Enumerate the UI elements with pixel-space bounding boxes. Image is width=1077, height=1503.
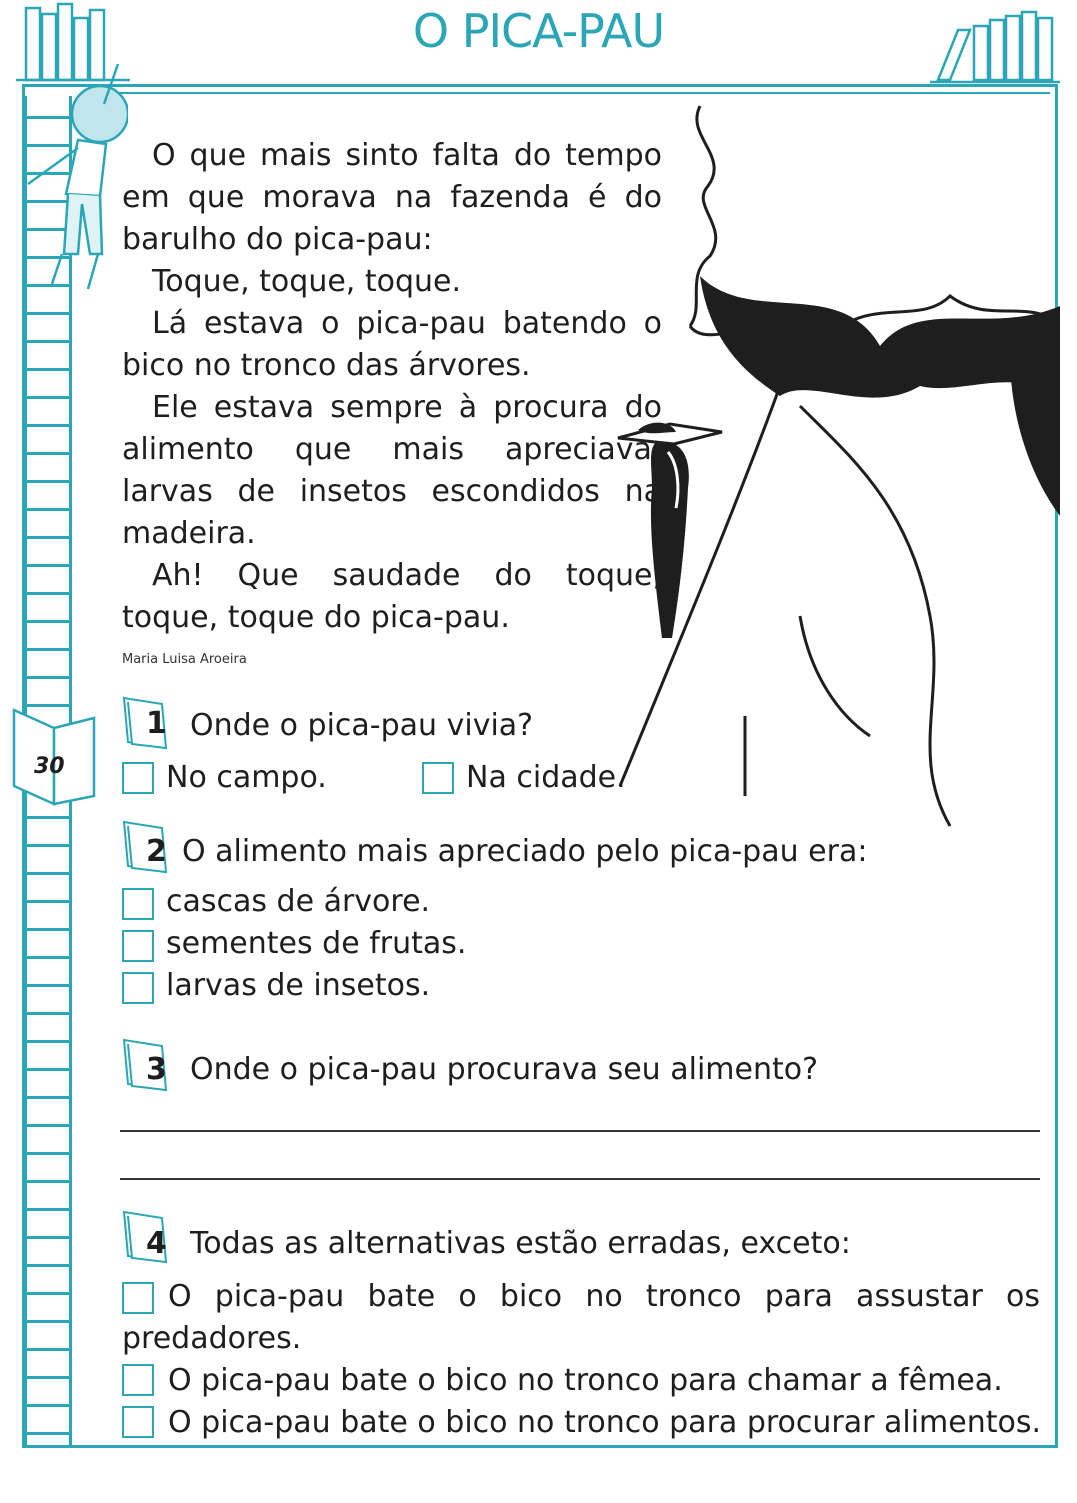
ladder-rung xyxy=(24,508,72,511)
answer-option: No campo. xyxy=(166,760,327,795)
ladder-rung xyxy=(24,676,72,679)
ladder-rung xyxy=(24,1096,72,1099)
ladder-rung xyxy=(24,592,72,595)
ladder-rung xyxy=(24,424,72,427)
story-paragraph: Lá estava o pica-pau batendo o bico no tronco das árvores. xyxy=(122,306,662,383)
answer-line[interactable] xyxy=(120,1178,1040,1180)
ladder-rung xyxy=(24,368,72,371)
ladder-rung xyxy=(24,1320,72,1323)
bookshelf-icon-right xyxy=(928,8,1064,88)
answer-option: sementes de frutas. xyxy=(166,926,467,961)
ladder-rung xyxy=(24,620,72,623)
answer-checkbox[interactable] xyxy=(122,930,154,962)
ladder-rung xyxy=(24,1040,72,1043)
ladder-rung xyxy=(24,900,72,903)
ladder-rung xyxy=(24,1376,72,1379)
question-number: 1 xyxy=(146,706,167,741)
ladder-rung xyxy=(24,1180,72,1183)
ladder-rung xyxy=(24,536,72,539)
answer-checkbox[interactable] xyxy=(422,762,454,794)
answer-checkbox[interactable] xyxy=(122,762,154,794)
ladder-rung xyxy=(24,1068,72,1071)
story-text xyxy=(122,135,662,639)
ladder-rung xyxy=(24,1236,72,1239)
question-text: O alimento mais apreciado pelo pica-pau era: xyxy=(182,834,868,869)
ladder-rung xyxy=(24,984,72,987)
answer-option: O pica-pau bate o bico no tronco para chamar a fêmea. xyxy=(168,1363,1003,1398)
question-text: Onde o pica-pau vivia? xyxy=(190,708,534,743)
answer-checkbox[interactable] xyxy=(122,1364,154,1396)
ladder-rung xyxy=(24,480,72,483)
story-paragraph: O que mais sinto falta do tempo em que morava na fazenda é do barulho do pica-pau: xyxy=(122,138,662,257)
answer-checkbox[interactable] xyxy=(122,1406,154,1438)
answer-option: cascas de árvore. xyxy=(166,884,431,919)
story-author: Maria Luisa Aroeira xyxy=(122,652,247,667)
story-paragraph: Ele estava sempre à procura do alimento que mais apreciava: larvas de insetos escondidos na madeira. xyxy=(122,390,662,551)
page-number: 30 xyxy=(34,754,65,779)
answer-option: O pica-pau bate o bico no tronco para procurar alimentos. xyxy=(168,1405,1042,1440)
ladder-rung xyxy=(24,844,72,847)
ladder-rung xyxy=(24,340,72,343)
ladder-rung xyxy=(24,816,72,819)
ladder-rung xyxy=(24,396,72,399)
ladder-rung xyxy=(24,1404,72,1407)
ladder-rung xyxy=(24,1432,72,1435)
answer-option: O pica-pau bate o bico no tronco para assustar os predadores. xyxy=(122,1279,1040,1356)
ladder-rung xyxy=(24,1292,72,1295)
answer-checkbox[interactable] xyxy=(122,972,154,1004)
question-number: 4 xyxy=(146,1226,167,1261)
ladder-rung xyxy=(24,1124,72,1127)
story-paragraph: Toque, toque, toque. xyxy=(152,264,462,299)
question-number: 3 xyxy=(146,1052,167,1087)
ladder-rung xyxy=(24,1152,72,1155)
ladder-rung xyxy=(24,564,72,567)
question-number: 2 xyxy=(146,834,167,869)
ladder-rung xyxy=(24,928,72,931)
story-paragraph: Ah! Que saudade do toque, toque, toque do pica-pau. xyxy=(122,558,662,635)
answer-checkbox[interactable] xyxy=(122,888,154,920)
ladder-rung xyxy=(24,1264,72,1267)
ladder-rung xyxy=(24,872,72,875)
page-title: O PICA-PAU xyxy=(412,4,665,58)
question-text: Onde o pica-pau procurava seu alimento? xyxy=(190,1052,819,1087)
boy-illustration xyxy=(8,44,128,294)
ladder-rung xyxy=(24,452,72,455)
ladder-rung xyxy=(24,648,72,651)
answer-option: larvas de insetos. xyxy=(166,968,431,1003)
answer-option: Na cidade. xyxy=(466,760,626,795)
ladder-rung xyxy=(24,1012,72,1015)
question-text: Todas as alternativas estão erradas, exceto: xyxy=(190,1226,851,1261)
ladder-rung xyxy=(24,312,72,315)
ladder-rung xyxy=(24,956,72,959)
ladder-rung xyxy=(24,1348,72,1351)
answer-line[interactable] xyxy=(120,1130,1040,1132)
ladder-rung xyxy=(24,1208,72,1211)
